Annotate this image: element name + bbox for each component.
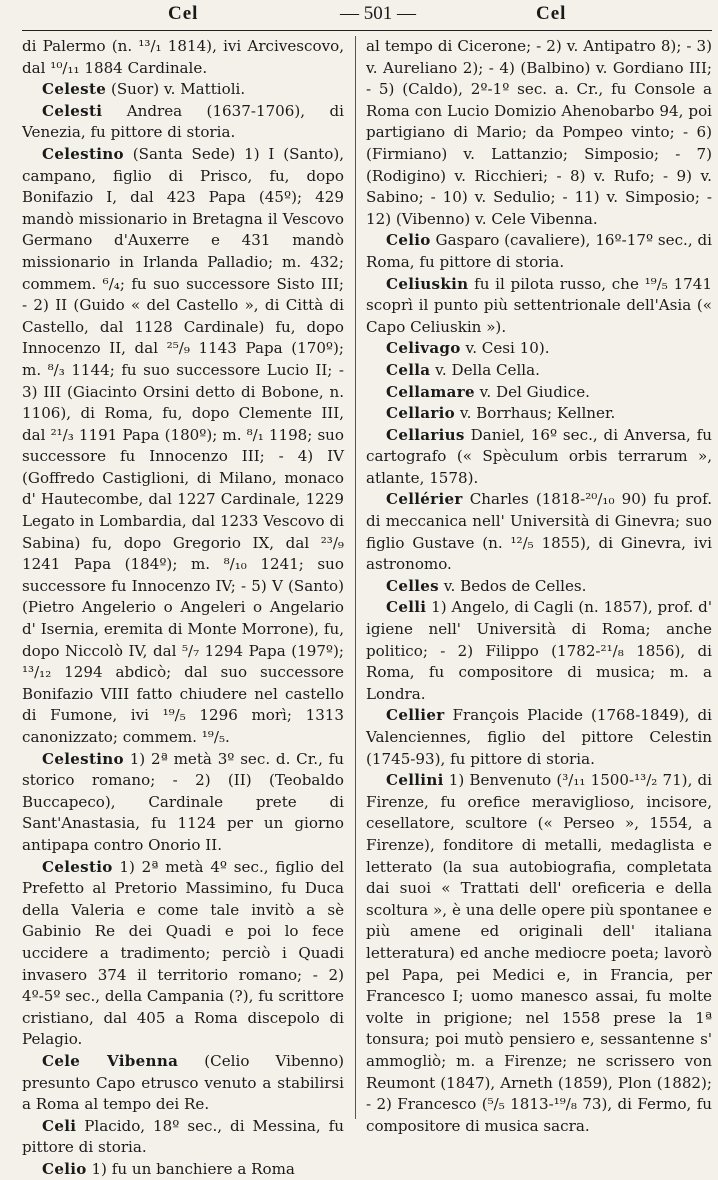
entry-text: Placido, 18º sec., di Messina, fu pittore di storia. — [22, 1116, 344, 1157]
entry-text: Andrea (1637-1706), di Venezia, fu pittore di storia. — [22, 101, 344, 142]
dictionary-entry — [366, 576, 712, 598]
entry-text: fu il pilota russo, che ¹⁹/₅ 1741 scoprì il punto più settentrionale dell'Asia (« Capo Celiuskin »). — [366, 274, 712, 336]
dictionary-entry — [366, 770, 712, 1137]
dictionary-entry — [22, 1159, 344, 1180]
entry-headword: Cellérier — [386, 490, 463, 509]
dictionary-entry — [366, 338, 712, 360]
page-header — [22, 0, 712, 31]
entry-headword: Cellario — [386, 404, 456, 423]
entry-text: v. Cesi 10). — [460, 339, 550, 358]
entry-headword: Cellamare — [386, 382, 475, 401]
entry-text: di Palermo (n. ¹³/₁ 1814), ivi Arcivescovo, dal ¹⁰/₁₁ 1884 Cardinale. — [22, 37, 344, 77]
entry-text: (Santa Sede) 1) I (Santo), campano, figlio di Prisco, fu, dopo Bonifazio I, dal 423 Papa (45º); 429 mandò missionario in Bretagna il Vescovo Germano d'Auxerre e 431 mandò missionario in Irlanda Palladio; m. 432; commem. ⁶/₄; fu suo successore Sisto III; - 2) II (Guido « del Castello », di Città di Castello, dal 1128 Cardinale) fu, dopo Innocenzo II, dal ²⁵/₉ 1143 Papa (170º); m. ⁸/₃ 1144; fu suo successore Lucio II; - 3) III (Giacinto Orsini detto di Bobone, n. 1106), di Roma, fu, dopo Clemente III, dal ²¹/₃ 1191 Papa (180º); m. ⁸/₁ 1198; suo successore fu Innocenzo III; - 4) IV (Goffredo Castiglioni, di Milano, monaco d' Hautecombe, dal 1227 Cardinale, 1229 Legato in Lombardia, dal 1233 Vescovo di Sabina) fu, dopo Gregorio IX, dal ²³/₉ 1241 Papa (184º); m. ⁸/₁₀ 1241; suo successore fu Innocenzo IV; - 5) V (Santo) (Pietro Angelerio o Angeleri o Angelario d' Isernia, eremita di Monte Morrone), fu, dopo Niccolò IV, dal ⁵/₇ 1294 Papa (197º); ¹³/₁₂ 1294 abdicò; dal suo successore Bonifazio VIII fatto chiudere nel castello di Fumone, ivi ¹⁹/₅ 1296 morì; 1313 canonizzato; commem. ¹⁹/₅. — [22, 144, 344, 746]
left-column — [22, 36, 344, 1178]
entry-text: Charles (1818-²⁰/₁₀ 90) fu prof. di meccanica nell' Università di Ginevra; suo figlio Gustave (n. ¹²/₅ 1855), di Ginevra, ivi astronomo. — [366, 490, 712, 574]
entry-headword: Celivago — [386, 339, 461, 358]
entry-headword: Celesti — [42, 101, 103, 120]
dictionary-entry — [366, 425, 712, 490]
entry-text: al tempo di Cicerone; - 2) v. Antipatro 8); - 3) v. Aureliano 2); - 4) (Balbino) v. Gordiano III; - 5) (Caldo), 2º-1º sec. a. Cr., fu Console a Roma con Lucio Domizio Ahenobarbo 94, poi partigiano di Mario; da Pompeo vinto; - 6) (Firmiano) v. Lattanzio; Simposio; - 7) (Rodigino) v. Ricchieri; - 8) v. Rufo; - 9) v. Sabino; - 10) v. Sedulio; - 11) v. Simposio; - 12) (Vibenno) v. Cele Vibenna. — [366, 37, 712, 228]
entry-headword: Celles — [386, 576, 439, 595]
dictionary-entry — [366, 230, 712, 273]
entry-text: v. Della Cella. — [430, 360, 540, 379]
dictionary-entry — [366, 382, 712, 404]
entry-headword: Cellier — [386, 706, 445, 725]
column-divider — [355, 36, 356, 1119]
entry-headword: Celestio — [42, 857, 113, 876]
entry-headword: Celli — [386, 598, 427, 617]
header-right-keyword: Cel — [536, 3, 567, 24]
entry-headword: Cellini — [386, 771, 444, 790]
dictionary-entry — [22, 144, 344, 749]
entry-headword: Cele Vibenna — [42, 1051, 179, 1070]
dictionary-entry — [22, 1116, 344, 1159]
dictionary-entry — [366, 403, 712, 425]
dictionary-entry — [366, 705, 712, 770]
text-columns — [22, 36, 712, 1178]
entry-headword: Celestino — [42, 749, 124, 768]
entry-headword: Cellarius — [386, 425, 465, 444]
entry-text: François Placide (1768-1849), di Valenciennes, figlio del pittore Celestin (1745-93), fu pittore di storia. — [366, 706, 712, 768]
entry-text: v. Borrhaus; Kellner. — [455, 404, 616, 423]
dictionary-entry — [22, 857, 344, 1051]
entry-text: 1) 2ª metà 3º sec. d. Cr., fu storico romano; - 2) (II) (Teobaldo Buccapeco), Cardinale prete di Sant'Anastasia, fu 1124 per un giorno antipapa contro Onorio II. — [22, 749, 344, 854]
entry-text: v. Bedos de Celles. — [439, 576, 587, 595]
dictionary-entry — [22, 749, 344, 857]
entry-headword: Cella — [386, 360, 431, 379]
entry-text: (Suor) v. Mattioli. — [106, 80, 246, 99]
entry-text: Gasparo (cavaliere), 16º-17º sec., di Roma, fu pittore di storia. — [366, 231, 712, 271]
entry-text: 1) Benvenuto (³/₁₁ 1500-¹³/₂ 71), di Firenze, fu orefice meraviglioso, incisore, cesellatore, scultore (« Perseo », 1554, a Firenze), fonditore di metalli, medaglista e letterato (la sua autobiografia, completata dai suoi « Trattati dell' oreficeria e della scoltura », è una delle opere più spontanee e più amene ed originali dell' italiana letteratura) ed anche mediocre poeta; lavorò pel Papa, pei Medici e, in Francia, per Francesco I; uomo manesco assai, fu molte volte in prigione; nel 1558 prese la 1ª tonsura; poi mutò pensiero e, sessantenne s' ammogliò; m. a Firenze; ne scrissero von Reumont (1847), Arneth (1859), Plon (1882); - 2) Francesco (⁵/₅ 1813-¹⁹/₈ 73), di Fermo, fu compositore di musica sacra. — [366, 771, 712, 1135]
entry-text: v. Del Giudice. — [474, 382, 590, 401]
entry-text: 1) fu un banchiere a Roma — [86, 1159, 295, 1178]
entry-text: Daniel, 16º sec., di Anversa, fu cartografo (« Spèculum orbis terrarum », atlante, 1578). — [366, 425, 712, 487]
dictionary-entry — [366, 489, 712, 575]
dictionary-entry — [22, 79, 344, 101]
dictionary-entry — [366, 36, 712, 230]
dictionary-entry — [366, 597, 712, 705]
dictionary-entry — [366, 274, 712, 339]
entry-text: 1) Angelo, di Cagli (n. 1857), prof. d' igiene nell' Università di Roma; anche politico; - 2) Filippo (1782-²¹/₈ 1856), di Roma, fu compositore di musica; m. a Londra. — [366, 598, 712, 703]
entry-headword: Celeste — [42, 80, 107, 99]
dictionary-entry — [22, 36, 344, 79]
entry-headword: Celio — [42, 1159, 87, 1178]
dictionary-entry — [366, 360, 712, 382]
entry-text: (Celio Vibenno) presunto Capo etrusco venuto a stabilirsi a Roma al tempo dei Re. — [22, 1051, 344, 1114]
header-left-keyword: Cel — [168, 3, 199, 24]
entry-headword: Celi — [42, 1116, 77, 1135]
right-column — [366, 36, 712, 1133]
dictionary-entry — [22, 101, 344, 144]
dictionary-entry — [22, 1051, 344, 1116]
entry-headword: Celiuskin — [386, 274, 469, 293]
entry-headword: Celio — [386, 231, 431, 250]
entry-text: 1) 2ª metà 4º sec., figlio del Prefetto al Pretorio Massimino, fu Duca della Valeria e come tale invitò a sè Gabinio Re dei Quadi e poi lo fece uccidere a tradimento; perciò i Quadi invasero 374 il territorio romano; - 2) 4º-5º sec., della Campania (?), fu scrittore cristiano, dal 405 a Roma discepolo di Pelagio. — [22, 857, 344, 1049]
entry-headword: Celestino — [42, 144, 124, 163]
page-number: — 501 — — [340, 3, 416, 24]
